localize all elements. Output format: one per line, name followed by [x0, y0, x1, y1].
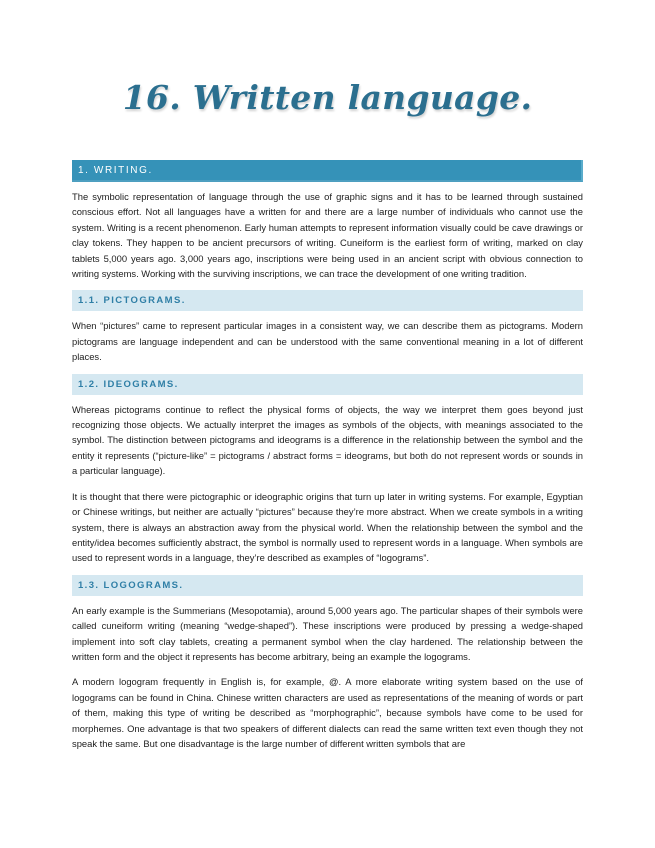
section-heading-ideograms: 1.2. IDEOGRAMS. [72, 374, 583, 395]
document-title: 16. Written language. [122, 78, 533, 117]
paragraph-ideograms-1: Whereas pictograms continue to reflect the physical forms of objects, the way we interpret them goes beyond just recognizing those objects. We actually interpret the images as symbols of the objects, with meanings associated to the symbol. The distinction between pictograms and ideograms is a difference in the relationship between the symbol and the entity it represents (“picture-like” = pictograms / abstract forms = ideograms, but both do not represent words or sounds in a particular language). [72, 403, 583, 477]
section-heading-logograms: 1.3. LOGOGRAMS. [72, 575, 583, 596]
paragraph-logograms-2: A modern logogram frequently in English is, for example, @. A more elaborate writing system based on the use of logograms can be found in China. Chinese written characters are used as representations of the meaning of words or part of them, making this type of writing be described as “morphographic”, because symbols have come to be used for morphemes. One advantage is that two speakers of different dialects can read the same written text even though they not speak the same. But one disadvantage is the large number of different written symbols that are [72, 676, 583, 749]
paragraph-writing-1: The symbolic representation of language through the use of graphic signs and it has to be learned through sustained conscious effort. Not all languages have a written for and there are a large number of individuals who cannot use the system. Writing is a recent phenomenon. Early human attempts to represent information visually could be cave drawings or clay tokens. They happen to be ancient precursors of writing. Cuneiform is the earliest form of writing, marked on clay tablets 5,000 years ago. 3,000 years ago, inscriptions were being used in an ancient script with obvious connection to writing systems. Working with the surviving inscriptions, we can trace the development of one writing tradition. [72, 191, 583, 280]
section-heading-writing: 1. WRITING. [72, 160, 583, 182]
paragraph-logograms-1: An early example is the Summerians (Mesopotamia), around 5,000 years ago. The particular shapes of their symbols were called cuneiform writing (meaning “wedge-shaped”). These inscriptions were produced by pressing a wedge-shaped implement into soft clay tablets, creating a permanent symbol when the clay hardened. The relationship between the written form and the object it represents has become arbitrary, being an example the logograms. [72, 604, 583, 662]
document-body [72, 160, 583, 751]
paragraph-pictograms-1: When “pictures” came to represent particular images in a consistent way, we can describe them as pictograms. Modern pictograms are language independent and can be understood with the same conventional meaning in a lot of different places. [72, 320, 583, 363]
section-heading-pictograms: 1.1. PICTOGRAMS. [72, 290, 583, 311]
paragraph-ideograms-2: It is thought that there were pictographic or ideographic origins that turn up later in writing systems. For example, Egyptian or Chinese writings, but neither are actually “pictures” because they’re more abstract. When we create symbols in a writing system, there is always an abstraction away from the physical world. When the relationship between the symbol and the entity/idea becomes sufficiently abstract, the symbol is normally used to represent words in a language. When symbols are used to represent words in a language, they’re described as examples of “logograms”. [72, 490, 583, 564]
